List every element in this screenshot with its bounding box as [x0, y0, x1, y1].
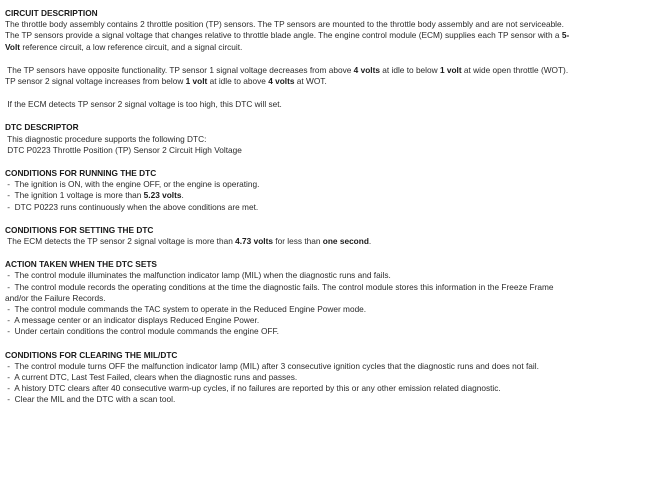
section-heading-action-taken: ACTION TAKEN WHEN THE DTC SETS: [5, 259, 157, 270]
list-item: - The control module turns OFF the malfunction indicator lamp (MIL) after 3 consecutive ignition cycles that the diagnostic runs and does not fail.: [5, 360, 539, 371]
text-line: If the ECM detects TP sensor 2 signal voltage is too high, this DTC will set.: [5, 99, 282, 110]
text-run: at idle to below: [379, 64, 440, 75]
text-run: at idle to above: [207, 76, 269, 87]
list-item: - The control module commands the TAC system to operate in the Reduced Engine Power mode.: [5, 304, 367, 315]
section-heading-conditions-setting: CONDITIONS FOR SETTING THE DTC: [5, 224, 154, 235]
text-run: at wide open throttle (WOT).: [461, 64, 569, 75]
emphasis-value: 5.23 volts: [143, 190, 182, 201]
text-run: at WOT.: [294, 76, 327, 87]
conditions-running-list: [5, 179, 645, 213]
text-run: for less than: [272, 236, 323, 247]
list-item: - The ignition is ON, with the engine OFF, or the engine is operating.: [5, 179, 260, 190]
list-item: - Clear the MIL and the DTC with a scan tool.: [5, 394, 176, 405]
action-taken-list: [5, 270, 645, 337]
emphasis-value: one second: [322, 236, 369, 247]
conditions-clearing-list: [5, 361, 645, 406]
text-run: The TP sensors provide a signal voltage that changes relative to throttle blade angle. The engine control module (ECM) supplies each TP sensor with a: [5, 30, 562, 41]
emphasis-value: 1 volt: [185, 76, 208, 87]
text-line: [5, 65, 645, 76]
section-heading-dtc-descriptor: DTC DESCRIPTOR: [5, 122, 79, 133]
text-run: The ECM detects the TP sensor 2 signal voltage is more than: [5, 236, 236, 247]
text-line: [5, 30, 645, 41]
emphasis-value: Volt: [5, 41, 21, 52]
list-item: - The control module records the operating conditions at the time the diagnostic fails. The control module stores this information in the Freeze Frame: [5, 281, 554, 292]
text-run: TP sensor 2 signal voltage increases from below: [5, 76, 186, 87]
conditions-setting-text: [5, 236, 645, 247]
text-line: This diagnostic procedure supports the following DTC:: [5, 133, 207, 144]
circuit-description-paragraph-3: [5, 99, 645, 110]
list-item: - DTC P0223 runs continuously when the above conditions are met.: [5, 201, 259, 212]
text-line: [5, 76, 645, 87]
emphasis-value: 1 volt: [439, 64, 462, 75]
text-run: .: [181, 190, 184, 201]
text-line: The throttle body assembly contains 2 throttle position (TP) sensors. The TP sensors are mounted to the throttle body assembly and are not serviceable.: [5, 19, 564, 30]
text-line: [5, 42, 645, 53]
list-item: - A message center or an indicator displays Reduced Engine Power.: [5, 315, 260, 326]
section-heading-circuit-description: CIRCUIT DESCRIPTION: [5, 8, 98, 18]
text-run: .: [368, 236, 372, 247]
section-heading-conditions-running: CONDITIONS FOR RUNNING THE DTC: [5, 168, 157, 179]
list-item: [5, 190, 645, 201]
emphasis-value: 4 volts: [353, 64, 380, 75]
circuit-description-paragraph-2: [5, 65, 645, 87]
list-item-continuation: and/or the Failure Records.: [5, 292, 106, 303]
list-item: - Under certain conditions the control module commands the engine OFF.: [5, 326, 279, 337]
list-item: - The control module illuminates the malfunction indicator lamp (MIL) when the diagnostic runs and fails.: [5, 270, 391, 281]
circuit-description-paragraph-1: [5, 19, 645, 53]
text-run: The TP sensors have opposite functionality. TP sensor 1 signal voltage decreases from above: [5, 64, 354, 75]
text-line: [5, 236, 645, 247]
text-run: - The ignition 1 voltage is more than: [5, 190, 144, 201]
list-item: - A history DTC clears after 40 consecutive warm-up cycles, if no failures are reported by this or any other emission related diagnostic.: [5, 383, 501, 394]
text-line: DTC P0223 Throttle Position (TP) Sensor 2 Circuit High Voltage: [5, 144, 242, 155]
emphasis-value: 4 volts: [268, 76, 295, 87]
list-item: - A current DTC, Last Test Failed, clears when the diagnostic runs and passes.: [5, 372, 298, 383]
emphasis-value: 4.73 volts: [235, 236, 273, 247]
text-run: reference circuit, a low reference circuit, and a signal circuit.: [20, 41, 243, 52]
emphasis-value: 5-: [561, 30, 570, 41]
dtc-document: [5, 8, 645, 406]
section-heading-conditions-clearing: CONDITIONS FOR CLEARING THE MIL/DTC: [5, 349, 178, 360]
dtc-descriptor-text: [5, 134, 645, 156]
